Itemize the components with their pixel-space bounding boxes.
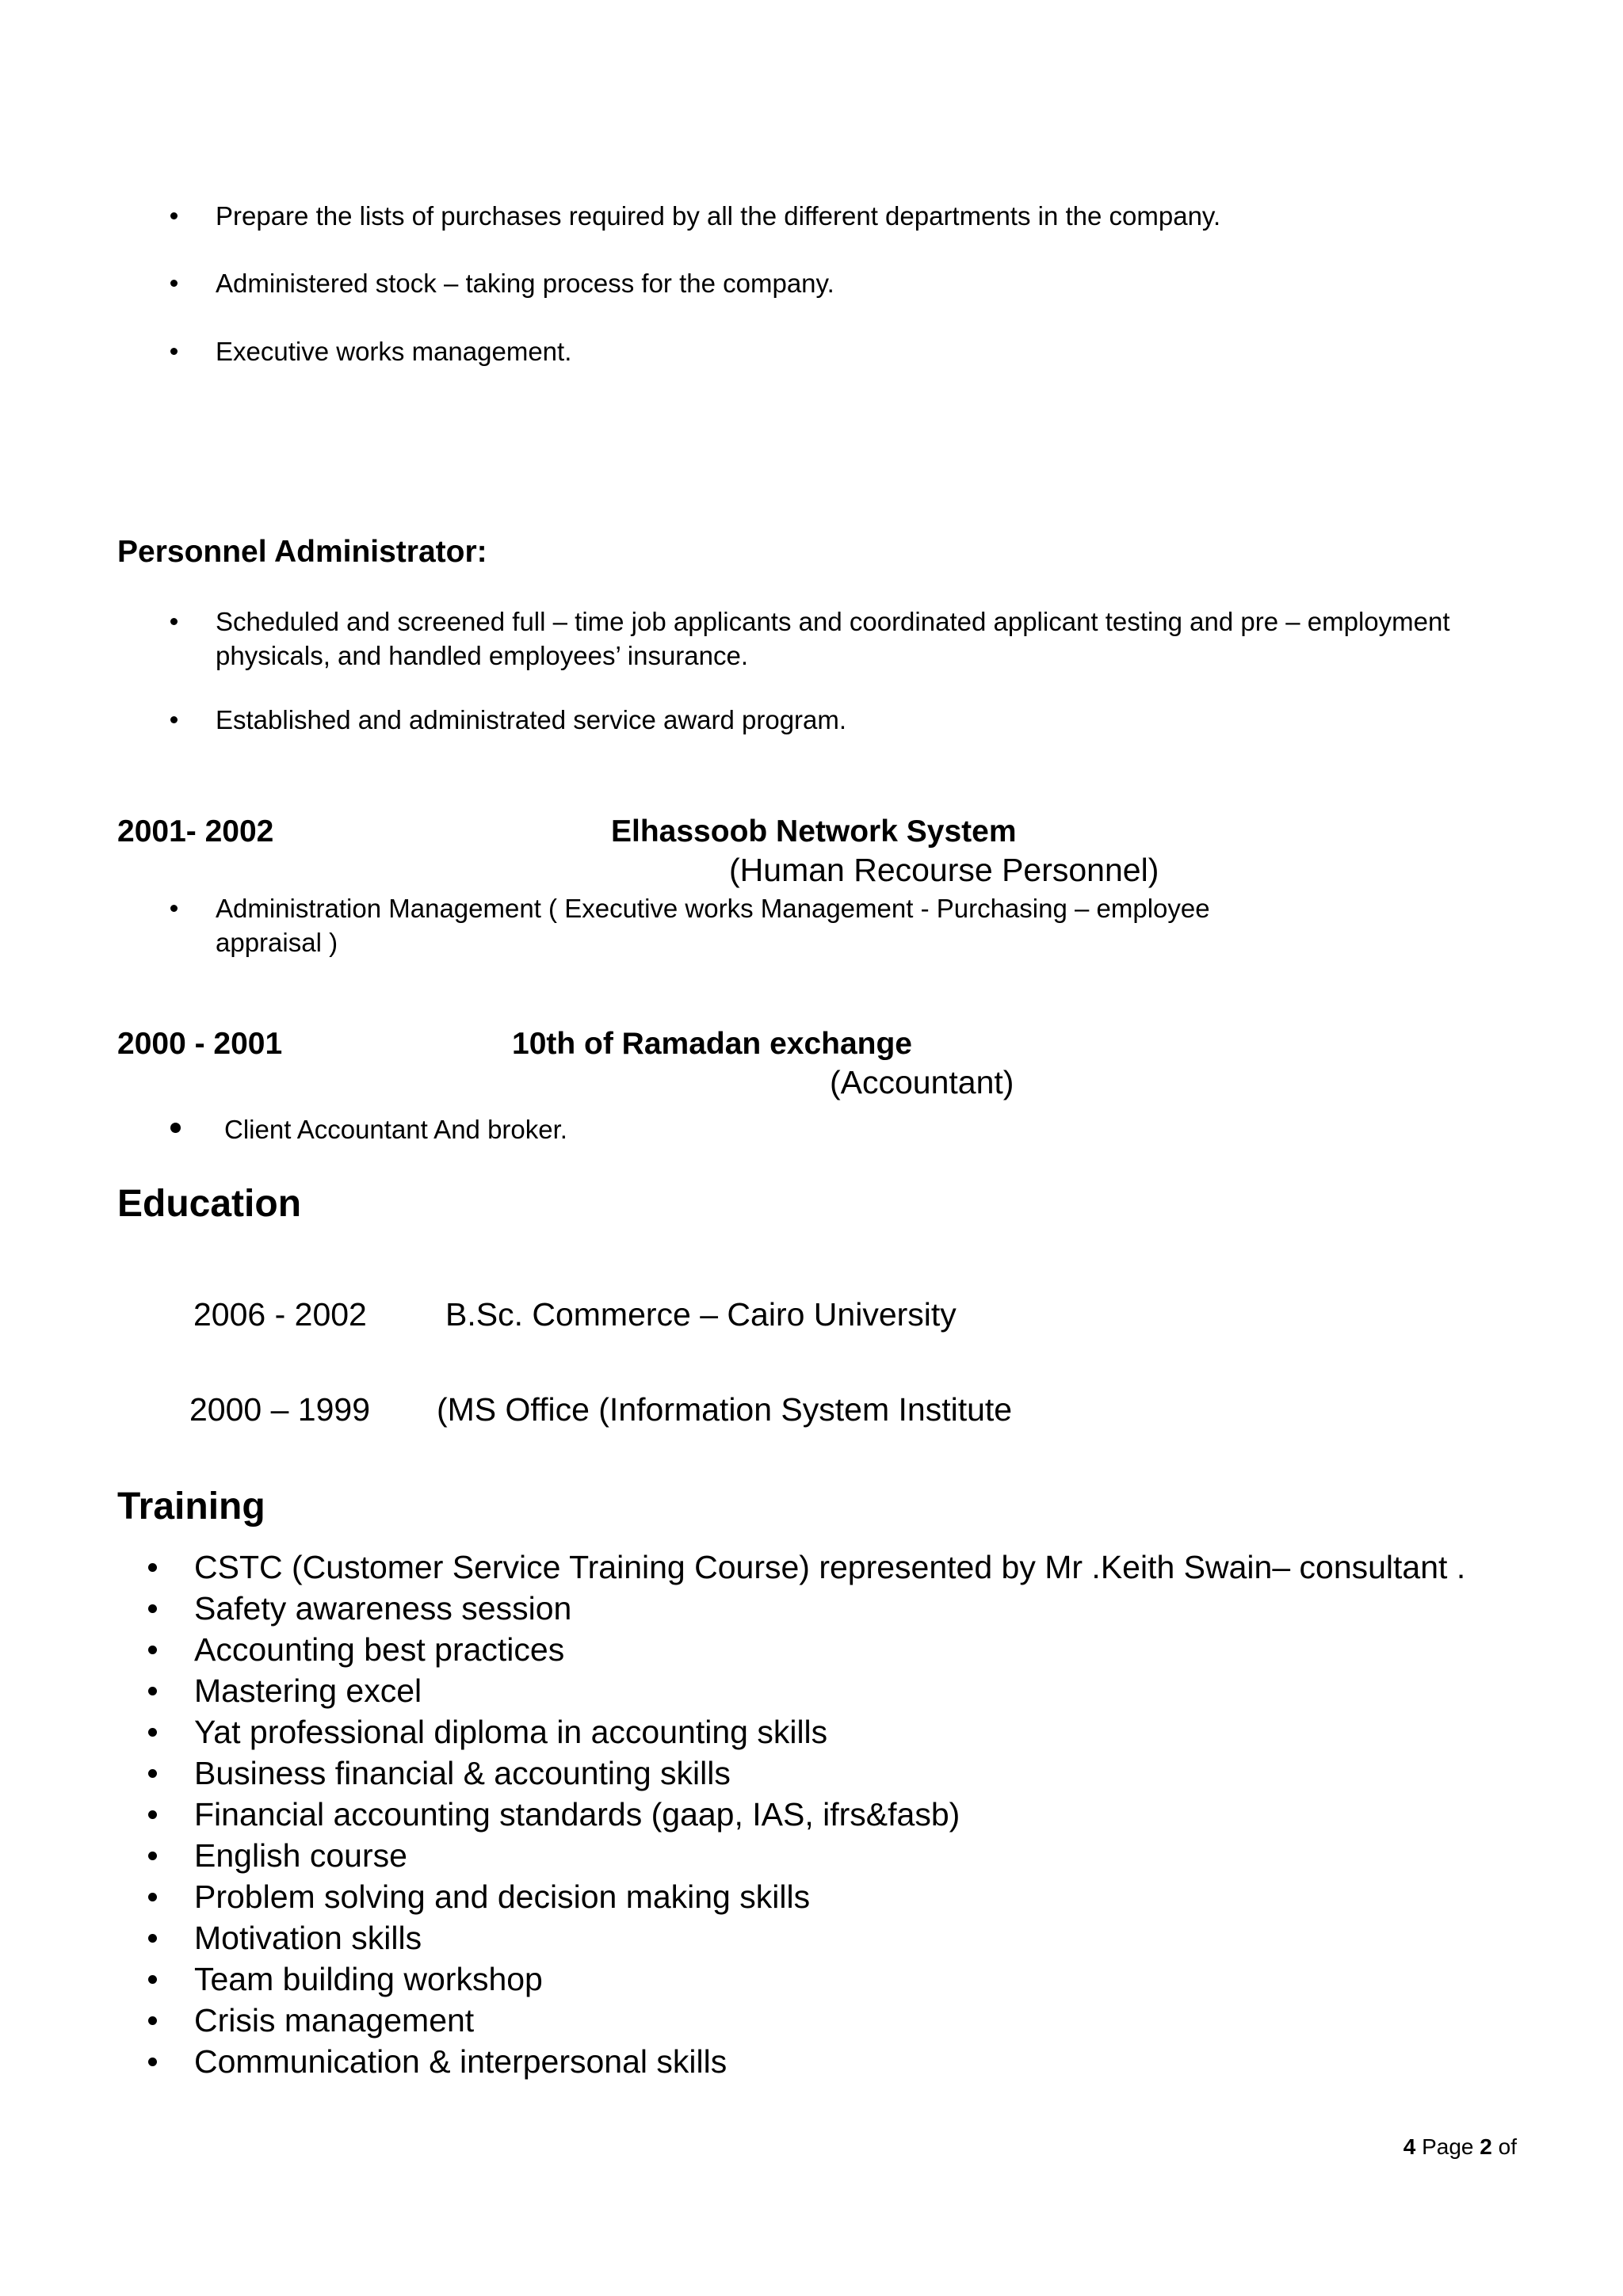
training-item-text: Safety awareness session [194,1590,572,1627]
bullet-icon [148,1769,157,1778]
list-item [0,2000,1623,2041]
list-item: Client Accountant And broker. [224,1115,567,1144]
list-item: Prepare the lists of purchases required by all the different departments in the company. [216,201,1221,231]
training-item-text: English course [194,1837,407,1874]
list-item [0,1794,1623,1835]
list-item [0,1958,1623,2000]
bullet-icon [170,716,178,723]
page-word: Page [1422,2134,1474,2159]
training-item-text: Communication & interpersonal skills [194,2043,727,2080]
page-current: 2 [1480,2134,1492,2159]
education-detail: B.Sc. Commerce – Cairo University [445,1296,957,1333]
bullet-icon [148,1852,157,1860]
job-role: (Accountant) [830,1064,1014,1100]
bullet-icon [148,1563,157,1572]
list-item [0,1876,1623,1917]
training-item-text: Mastering excel [194,1672,422,1709]
training-item-text: Financial accounting standards (gaap, IAS, ifrs&fasb) [194,1796,960,1833]
bullet-icon [148,1687,157,1695]
list-item-continuation: appraisal ) [216,928,338,957]
bullet-icon [148,2016,157,2025]
bullet-icon [148,1810,157,1819]
bullet-icon [148,2058,157,2066]
training-item-text: Problem solving and decision making skills [194,1878,811,1915]
of-word: of [1498,2134,1517,2159]
job-years: 2001- 2002 [117,814,274,849]
training-heading: Training [117,1486,265,1527]
list-item: Administered stock – taking process for the company. [216,269,834,298]
list-item [0,1629,1623,1670]
bullet-icon [148,1934,157,1943]
education-years: 2000 – 1999 [189,1391,371,1428]
training-item-text: Accounting best practices [194,1631,565,1668]
training-list [0,1547,1623,2082]
education-heading: Education [117,1183,302,1225]
job-company: 10th of Ramadan exchange [512,1027,912,1061]
training-item-text: Team building workshop [194,1961,543,1997]
bullet-icon [148,1604,157,1613]
page-total: 4 [1403,2134,1416,2159]
list-item: Scheduled and screened full – time job applicants and coordinated applicant testing and pre – employment [216,607,1450,636]
job-company: Elhassoob Network System [611,814,1017,849]
training-item-text: CSTC (Customer Service Training Course) represented by Mr .Keith Swain– consultant . [194,1549,1466,1585]
bullet-icon [170,348,178,355]
page-number [1403,2134,1517,2160]
list-item: Administration Management ( Executive works Management - Purchasing – employee [216,894,1210,923]
list-item [0,1670,1623,1711]
education-years: 2006 - 2002 [193,1296,367,1333]
list-item-continuation: physicals, and handled employees’ insurance. [216,641,749,670]
list-item: Established and administrated service award program. [216,705,847,734]
education-detail: (MS Office (Information System Institute [437,1391,1013,1428]
training-item-text: Yat professional diploma in accounting skills [194,1714,828,1750]
training-item-text: Crisis management [194,2002,475,2039]
list-item [0,2041,1623,2082]
bullet-icon [148,1975,157,1984]
bullet-icon [170,212,178,219]
training-item-text: Motivation skills [194,1920,422,1956]
bullet-icon [148,1728,157,1737]
list-item [0,1753,1623,1794]
list-item: Executive works management. [216,337,572,366]
personnel-heading: Personnel Administrator: [117,535,487,569]
job-years: 2000 - 2001 [117,1027,283,1061]
list-item [0,1588,1623,1629]
training-item-text: Business financial & accounting skills [194,1755,731,1791]
list-item [0,1547,1623,1588]
list-item [0,1835,1623,1876]
bullet-icon [148,1893,157,1901]
list-item [0,1711,1623,1753]
bullet-icon [170,280,178,287]
list-item [0,1917,1623,1958]
bullet-icon [170,905,178,912]
bullet-icon [170,618,178,625]
bullet-icon [170,1123,181,1133]
bullet-icon [148,1646,157,1654]
job-role: (Human Recourse Personnel) [729,852,1159,888]
